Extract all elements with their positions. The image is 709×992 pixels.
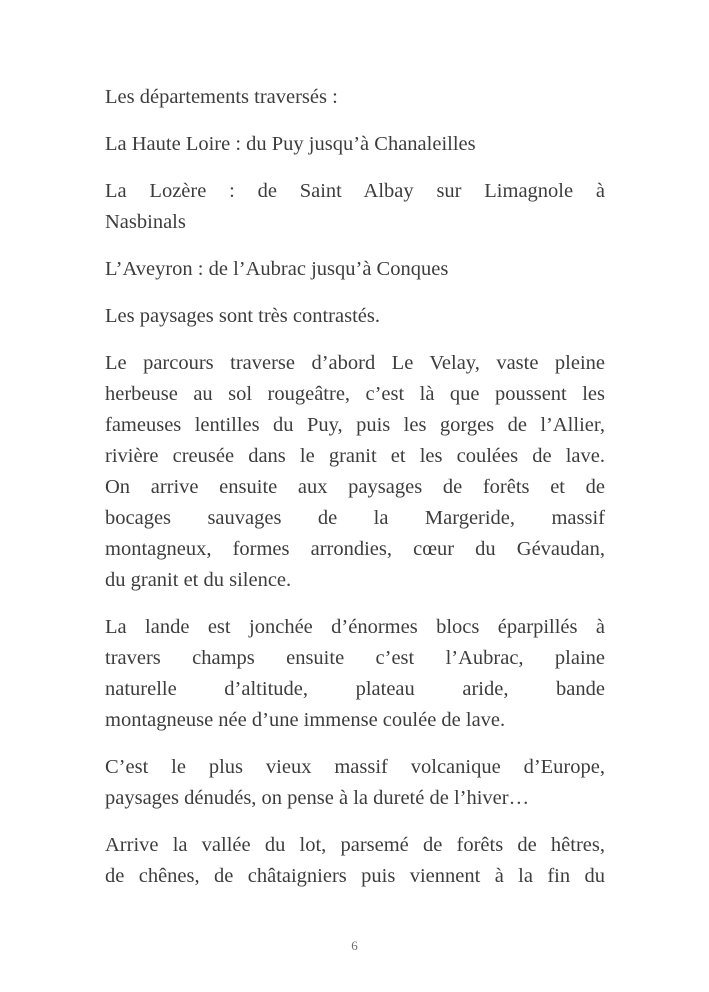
text-line: L’Aveyron : de l’Aubrac jusqu’à Conques xyxy=(105,258,449,280)
text-line: bocages sauvages de la Margeride, massif xyxy=(105,507,605,529)
page-body-text xyxy=(105,82,605,908)
paragraph xyxy=(105,612,605,736)
text-line: La lande est jonchée d’énormes blocs éparpillés à xyxy=(105,616,605,638)
page-number: 6 xyxy=(351,938,358,953)
text-line: herbeuse au sol rougeâtre, c’est là que poussent les xyxy=(105,383,605,405)
text-line: naturelle d’altitude, plateau aride, bande xyxy=(105,678,605,700)
text-line: montagneuse née d’une immense coulée de lave. xyxy=(105,709,506,731)
text-line: Le parcours traverse d’abord Le Velay, vaste pleine xyxy=(105,352,605,374)
paragraph xyxy=(105,752,605,814)
paragraph xyxy=(105,254,605,285)
text-line: C’est le plus vieux massif volcanique d’Europe, xyxy=(105,756,605,778)
text-line: travers champs ensuite c’est l’Aubrac, plaine xyxy=(105,647,605,669)
text-line: Les départements traversés : xyxy=(105,86,338,108)
paragraph xyxy=(105,129,605,160)
text-line: de chênes, de châtaigniers puis viennent à la fin du xyxy=(105,865,605,887)
text-line: Arrive la vallée du lot, parsemé de forêts de hêtres, xyxy=(105,834,605,856)
paragraph xyxy=(105,830,605,892)
text-line: La Lozère : de Saint Albay sur Limagnole à xyxy=(105,180,605,202)
text-line: Nasbinals xyxy=(105,211,186,233)
text-line: montagneux, formes arrondies, cœur du Gévaudan, xyxy=(105,538,605,560)
text-line: On arrive ensuite aux paysages de forêts et de xyxy=(105,476,605,498)
text-line: fameuses lentilles du Puy, puis les gorges de l’Allier, xyxy=(105,414,605,436)
paragraph xyxy=(105,301,605,332)
text-line: rivière creusée dans le granit et les coulées de lave. xyxy=(105,445,605,467)
paragraph xyxy=(105,348,605,596)
paragraph xyxy=(105,82,605,113)
text-line: Les paysages sont très contrastés. xyxy=(105,305,380,327)
text-line: paysages dénudés, on pense à la dureté de l’hiver… xyxy=(105,787,530,809)
text-line: La Haute Loire : du Puy jusqu’à Chanaleilles xyxy=(105,133,476,155)
text-line: du granit et du silence. xyxy=(105,569,292,591)
paragraph xyxy=(105,176,605,238)
